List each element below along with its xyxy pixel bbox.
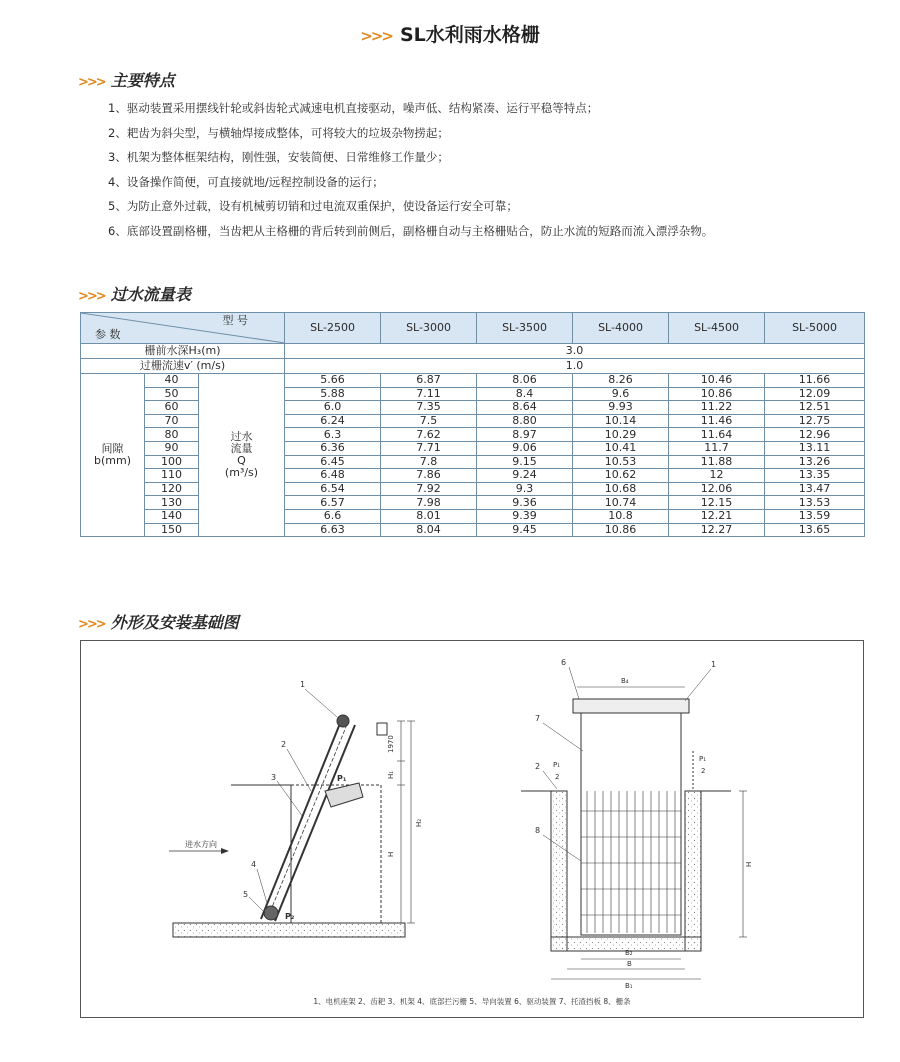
flow-value: 7.5 bbox=[381, 414, 477, 428]
side-bottom-sprocket bbox=[264, 906, 278, 920]
corner-model-label: 型 号 bbox=[222, 314, 249, 327]
table-row bbox=[81, 469, 865, 483]
flow-table-heading bbox=[78, 282, 191, 305]
flow-value: 13.65 bbox=[765, 523, 865, 537]
velocity-value: 1.0 bbox=[285, 359, 865, 374]
flow-value: 5.88 bbox=[285, 387, 381, 401]
title-marker-icon: >>> bbox=[360, 27, 392, 45]
front-bars bbox=[587, 791, 675, 933]
flow-value: 6.63 bbox=[285, 523, 381, 537]
flow-value: 6.54 bbox=[285, 482, 381, 496]
flow-value: 9.45 bbox=[477, 523, 573, 537]
gap-value: 60 bbox=[145, 401, 199, 415]
front-wall-right bbox=[685, 791, 701, 951]
dim-h-front: H bbox=[745, 861, 753, 867]
feature-item: 2、耙齿为斜尖型，与横轴焊接成整体，可将较大的垃圾杂物捞起； bbox=[108, 125, 449, 140]
flow-value: 6.87 bbox=[381, 374, 477, 388]
features-list bbox=[108, 96, 713, 244]
flow-value: 12.96 bbox=[765, 428, 865, 442]
gap-value: 150 bbox=[145, 523, 199, 537]
flow-value: 11.46 bbox=[669, 414, 765, 428]
side-label-p1: P₁ bbox=[337, 774, 347, 783]
flow-value: 10.74 bbox=[573, 496, 669, 510]
installation-drawing bbox=[80, 640, 864, 1018]
flow-value: 10.86 bbox=[669, 387, 765, 401]
flow-value: 12.06 bbox=[669, 482, 765, 496]
flow-value: 10.8 bbox=[573, 509, 669, 523]
flow-value: 8.80 bbox=[477, 414, 573, 428]
side-callout-1: 1 bbox=[300, 680, 306, 689]
depth-label: 栅前水深H₃(m) bbox=[81, 344, 285, 359]
gap-value: 120 bbox=[145, 482, 199, 496]
front-view bbox=[521, 667, 747, 979]
gap-value: 90 bbox=[145, 441, 199, 455]
side-view bbox=[169, 689, 415, 937]
front-cross-bars bbox=[581, 811, 681, 915]
drawing-legend: 1、电机座架 2、齿耙 3、机架 4、底部拦污栅 5、导向装置 6、驱动装置 7、托渣挡板 8、栅条 bbox=[313, 997, 631, 1006]
flow-value: 5.66 bbox=[285, 374, 381, 388]
flow-value: 7.8 bbox=[381, 455, 477, 469]
flow-label-cell bbox=[199, 374, 285, 537]
gap-label-line: b(mm) bbox=[94, 454, 131, 468]
dim-1970: 1970 bbox=[387, 735, 395, 753]
flow-value: 11.66 bbox=[765, 374, 865, 388]
flow-value: 9.93 bbox=[573, 401, 669, 415]
flow-value: 12 bbox=[669, 469, 765, 483]
dim-h2: H₂ bbox=[415, 818, 423, 827]
flow-value: 6.48 bbox=[285, 469, 381, 483]
flow-value: 12.15 bbox=[669, 496, 765, 510]
flow-value: 8.97 bbox=[477, 428, 573, 442]
section-marker-icon: >>> bbox=[78, 289, 105, 304]
flow-label-line: 过水 bbox=[230, 430, 253, 444]
table-row bbox=[81, 455, 865, 469]
flow-value: 12.51 bbox=[765, 401, 865, 415]
flow-value: 7.62 bbox=[381, 428, 477, 442]
side-frame-back bbox=[275, 725, 355, 921]
flow-value: 12.21 bbox=[669, 509, 765, 523]
flow-label-line: (m³/s) bbox=[224, 466, 259, 480]
front-p1r-bottom: 2 bbox=[701, 767, 706, 775]
flow-value: 10.68 bbox=[573, 482, 669, 496]
flow-value: 12.09 bbox=[765, 387, 865, 401]
flow-value: 10.62 bbox=[573, 469, 669, 483]
dim-h1: H₁ bbox=[387, 770, 395, 779]
flow-value: 13.47 bbox=[765, 482, 865, 496]
side-rake-chain bbox=[268, 727, 346, 917]
table-row bbox=[81, 523, 865, 537]
front-callout-1: 1 bbox=[711, 660, 717, 669]
flow-value: 6.24 bbox=[285, 414, 381, 428]
drawing-svg bbox=[81, 641, 863, 991]
flow-value: 8.04 bbox=[381, 523, 477, 537]
drawing-heading bbox=[78, 610, 239, 633]
flow-value: 9.06 bbox=[477, 441, 573, 455]
table-row bbox=[81, 428, 865, 442]
flow-value: 6.6 bbox=[285, 509, 381, 523]
gap-value: 40 bbox=[145, 374, 199, 388]
flow-value: 7.86 bbox=[381, 469, 477, 483]
flow-value: 6.0 bbox=[285, 401, 381, 415]
model-header: SL-4500 bbox=[669, 313, 765, 344]
front-wall-left bbox=[551, 791, 567, 951]
table-row bbox=[81, 387, 865, 401]
dim-b2: B₂ bbox=[625, 949, 633, 957]
side-callout-4: 4 bbox=[251, 860, 257, 869]
flow-value: 7.92 bbox=[381, 482, 477, 496]
flow-value: 8.64 bbox=[477, 401, 573, 415]
table-corner-cell bbox=[81, 313, 285, 344]
title-text: SL水利雨水格栅 bbox=[399, 24, 540, 46]
flow-value: 13.59 bbox=[765, 509, 865, 523]
table-row bbox=[81, 482, 865, 496]
flow-value: 10.41 bbox=[573, 441, 669, 455]
side-callout-2: 2 bbox=[281, 740, 287, 749]
flow-value: 8.26 bbox=[573, 374, 669, 388]
flow-value: 11.22 bbox=[669, 401, 765, 415]
model-header: SL-2500 bbox=[285, 313, 381, 344]
flow-value: 9.3 bbox=[477, 482, 573, 496]
feature-item: 5、为防止意外过载，设有机械剪切销和过电流双重保护，使设备运行安全可靠； bbox=[108, 199, 518, 214]
front-callout-6: 6 bbox=[561, 658, 567, 667]
flow-value: 6.3 bbox=[285, 428, 381, 442]
table-row bbox=[81, 401, 865, 415]
flow-label-line: Q bbox=[237, 454, 246, 468]
gap-value: 80 bbox=[145, 428, 199, 442]
flow-value: 6.57 bbox=[285, 496, 381, 510]
model-header: SL-4000 bbox=[573, 313, 669, 344]
flow-value: 9.24 bbox=[477, 469, 573, 483]
flow-value: 9.6 bbox=[573, 387, 669, 401]
gap-value: 130 bbox=[145, 496, 199, 510]
front-p1-bottom: 2 bbox=[555, 773, 560, 781]
drawing-heading-text: 外形及安装基础图 bbox=[110, 613, 239, 632]
flow-value: 8.01 bbox=[381, 509, 477, 523]
flow-value: 13.26 bbox=[765, 455, 865, 469]
flow-value: 10.29 bbox=[573, 428, 669, 442]
feature-item: 4、设备操作简便，可直接就地/远程控制设备的运行； bbox=[108, 174, 384, 189]
front-drive-head bbox=[573, 699, 689, 713]
side-label-p2: P₂ bbox=[285, 912, 295, 921]
page-title bbox=[0, 20, 900, 47]
velocity-row bbox=[81, 359, 865, 374]
side-motor bbox=[377, 723, 387, 735]
model-header: SL-3500 bbox=[477, 313, 573, 344]
flow-value: 11.64 bbox=[669, 428, 765, 442]
flow-value: 12.75 bbox=[765, 414, 865, 428]
section-marker-icon: >>> bbox=[78, 617, 105, 632]
gap-value: 110 bbox=[145, 469, 199, 483]
side-floor-slab bbox=[173, 923, 405, 937]
side-callout-3: 3 bbox=[271, 773, 277, 782]
depth-row bbox=[81, 344, 865, 359]
dim-b1: B₁ bbox=[625, 982, 633, 990]
side-drive-sprocket bbox=[337, 715, 349, 727]
flow-value: 7.71 bbox=[381, 441, 477, 455]
gap-value: 100 bbox=[145, 455, 199, 469]
front-callout-2: 2 bbox=[535, 762, 541, 771]
features-heading bbox=[78, 68, 175, 91]
flow-value: 8.4 bbox=[477, 387, 573, 401]
flow-value: 9.36 bbox=[477, 496, 573, 510]
table-row bbox=[81, 374, 865, 388]
flow-value: 9.15 bbox=[477, 455, 573, 469]
flow-value: 11.7 bbox=[669, 441, 765, 455]
flow-value: 13.11 bbox=[765, 441, 865, 455]
model-header: SL-3000 bbox=[381, 313, 477, 344]
flow-value: 10.53 bbox=[573, 455, 669, 469]
flow-value: 10.86 bbox=[573, 523, 669, 537]
front-frame bbox=[581, 711, 681, 935]
flow-value: 10.46 bbox=[669, 374, 765, 388]
velocity-label: 过栅流速v′ (m/s) bbox=[81, 359, 285, 374]
flow-table bbox=[80, 312, 865, 537]
dim-b: B bbox=[627, 960, 632, 968]
depth-value: 3.0 bbox=[285, 344, 865, 359]
corner-param-label: 参 数 bbox=[95, 328, 121, 341]
flow-value: 7.35 bbox=[381, 401, 477, 415]
flow-value: 13.53 bbox=[765, 496, 865, 510]
front-p1-top: P₁ bbox=[553, 761, 561, 769]
flow-value: 7.11 bbox=[381, 387, 477, 401]
front-callout-8: 8 bbox=[535, 826, 541, 835]
inflow-label: 进水方向 bbox=[185, 840, 217, 849]
features-heading-text: 主要特点 bbox=[110, 71, 175, 90]
table-row bbox=[81, 496, 865, 510]
dim-b4: B₄ bbox=[621, 677, 629, 685]
table-row bbox=[81, 414, 865, 428]
feature-item: 3、机架为整体框架结构，刚性强，安装简便、日常维修工作量少； bbox=[108, 150, 449, 165]
flow-label-line: 流量 bbox=[230, 442, 253, 456]
feature-item: 1、驱动装置采用摆线针轮或斜齿轮式减速电机直接驱动，噪声低、结构紧凑、运行平稳等特点； bbox=[108, 101, 599, 115]
feature-item: 6、底部设置副格栅，当齿耙从主格栅的背后转到前侧后，副格栅自动与主格栅贴合，防止水流的短路而流入漂浮杂物。 bbox=[108, 223, 714, 238]
side-callout-5: 5 bbox=[243, 890, 249, 899]
flow-value: 10.14 bbox=[573, 414, 669, 428]
flow-value: 11.88 bbox=[669, 455, 765, 469]
flow-value: 6.45 bbox=[285, 455, 381, 469]
flow-value: 12.27 bbox=[669, 523, 765, 537]
model-header: SL-5000 bbox=[765, 313, 865, 344]
section-marker-icon: >>> bbox=[78, 75, 105, 90]
front-p1r-top: P₁ bbox=[699, 755, 707, 763]
gap-value: 70 bbox=[145, 414, 199, 428]
gap-value: 140 bbox=[145, 509, 199, 523]
flow-table-heading-text: 过水流量表 bbox=[110, 285, 191, 304]
flow-value: 7.98 bbox=[381, 496, 477, 510]
flow-value: 13.35 bbox=[765, 469, 865, 483]
side-frame-front bbox=[261, 721, 341, 919]
flow-value: 6.36 bbox=[285, 441, 381, 455]
gap-label-cell bbox=[81, 374, 145, 537]
dim-h-side: H bbox=[387, 851, 395, 857]
flow-value: 8.06 bbox=[477, 374, 573, 388]
table-row bbox=[81, 441, 865, 455]
table-row bbox=[81, 509, 865, 523]
gap-label-line: 间隙 bbox=[101, 442, 124, 456]
flow-value: 9.39 bbox=[477, 509, 573, 523]
front-callout-7: 7 bbox=[535, 714, 541, 723]
table-header-row bbox=[81, 313, 865, 344]
gap-value: 50 bbox=[145, 387, 199, 401]
